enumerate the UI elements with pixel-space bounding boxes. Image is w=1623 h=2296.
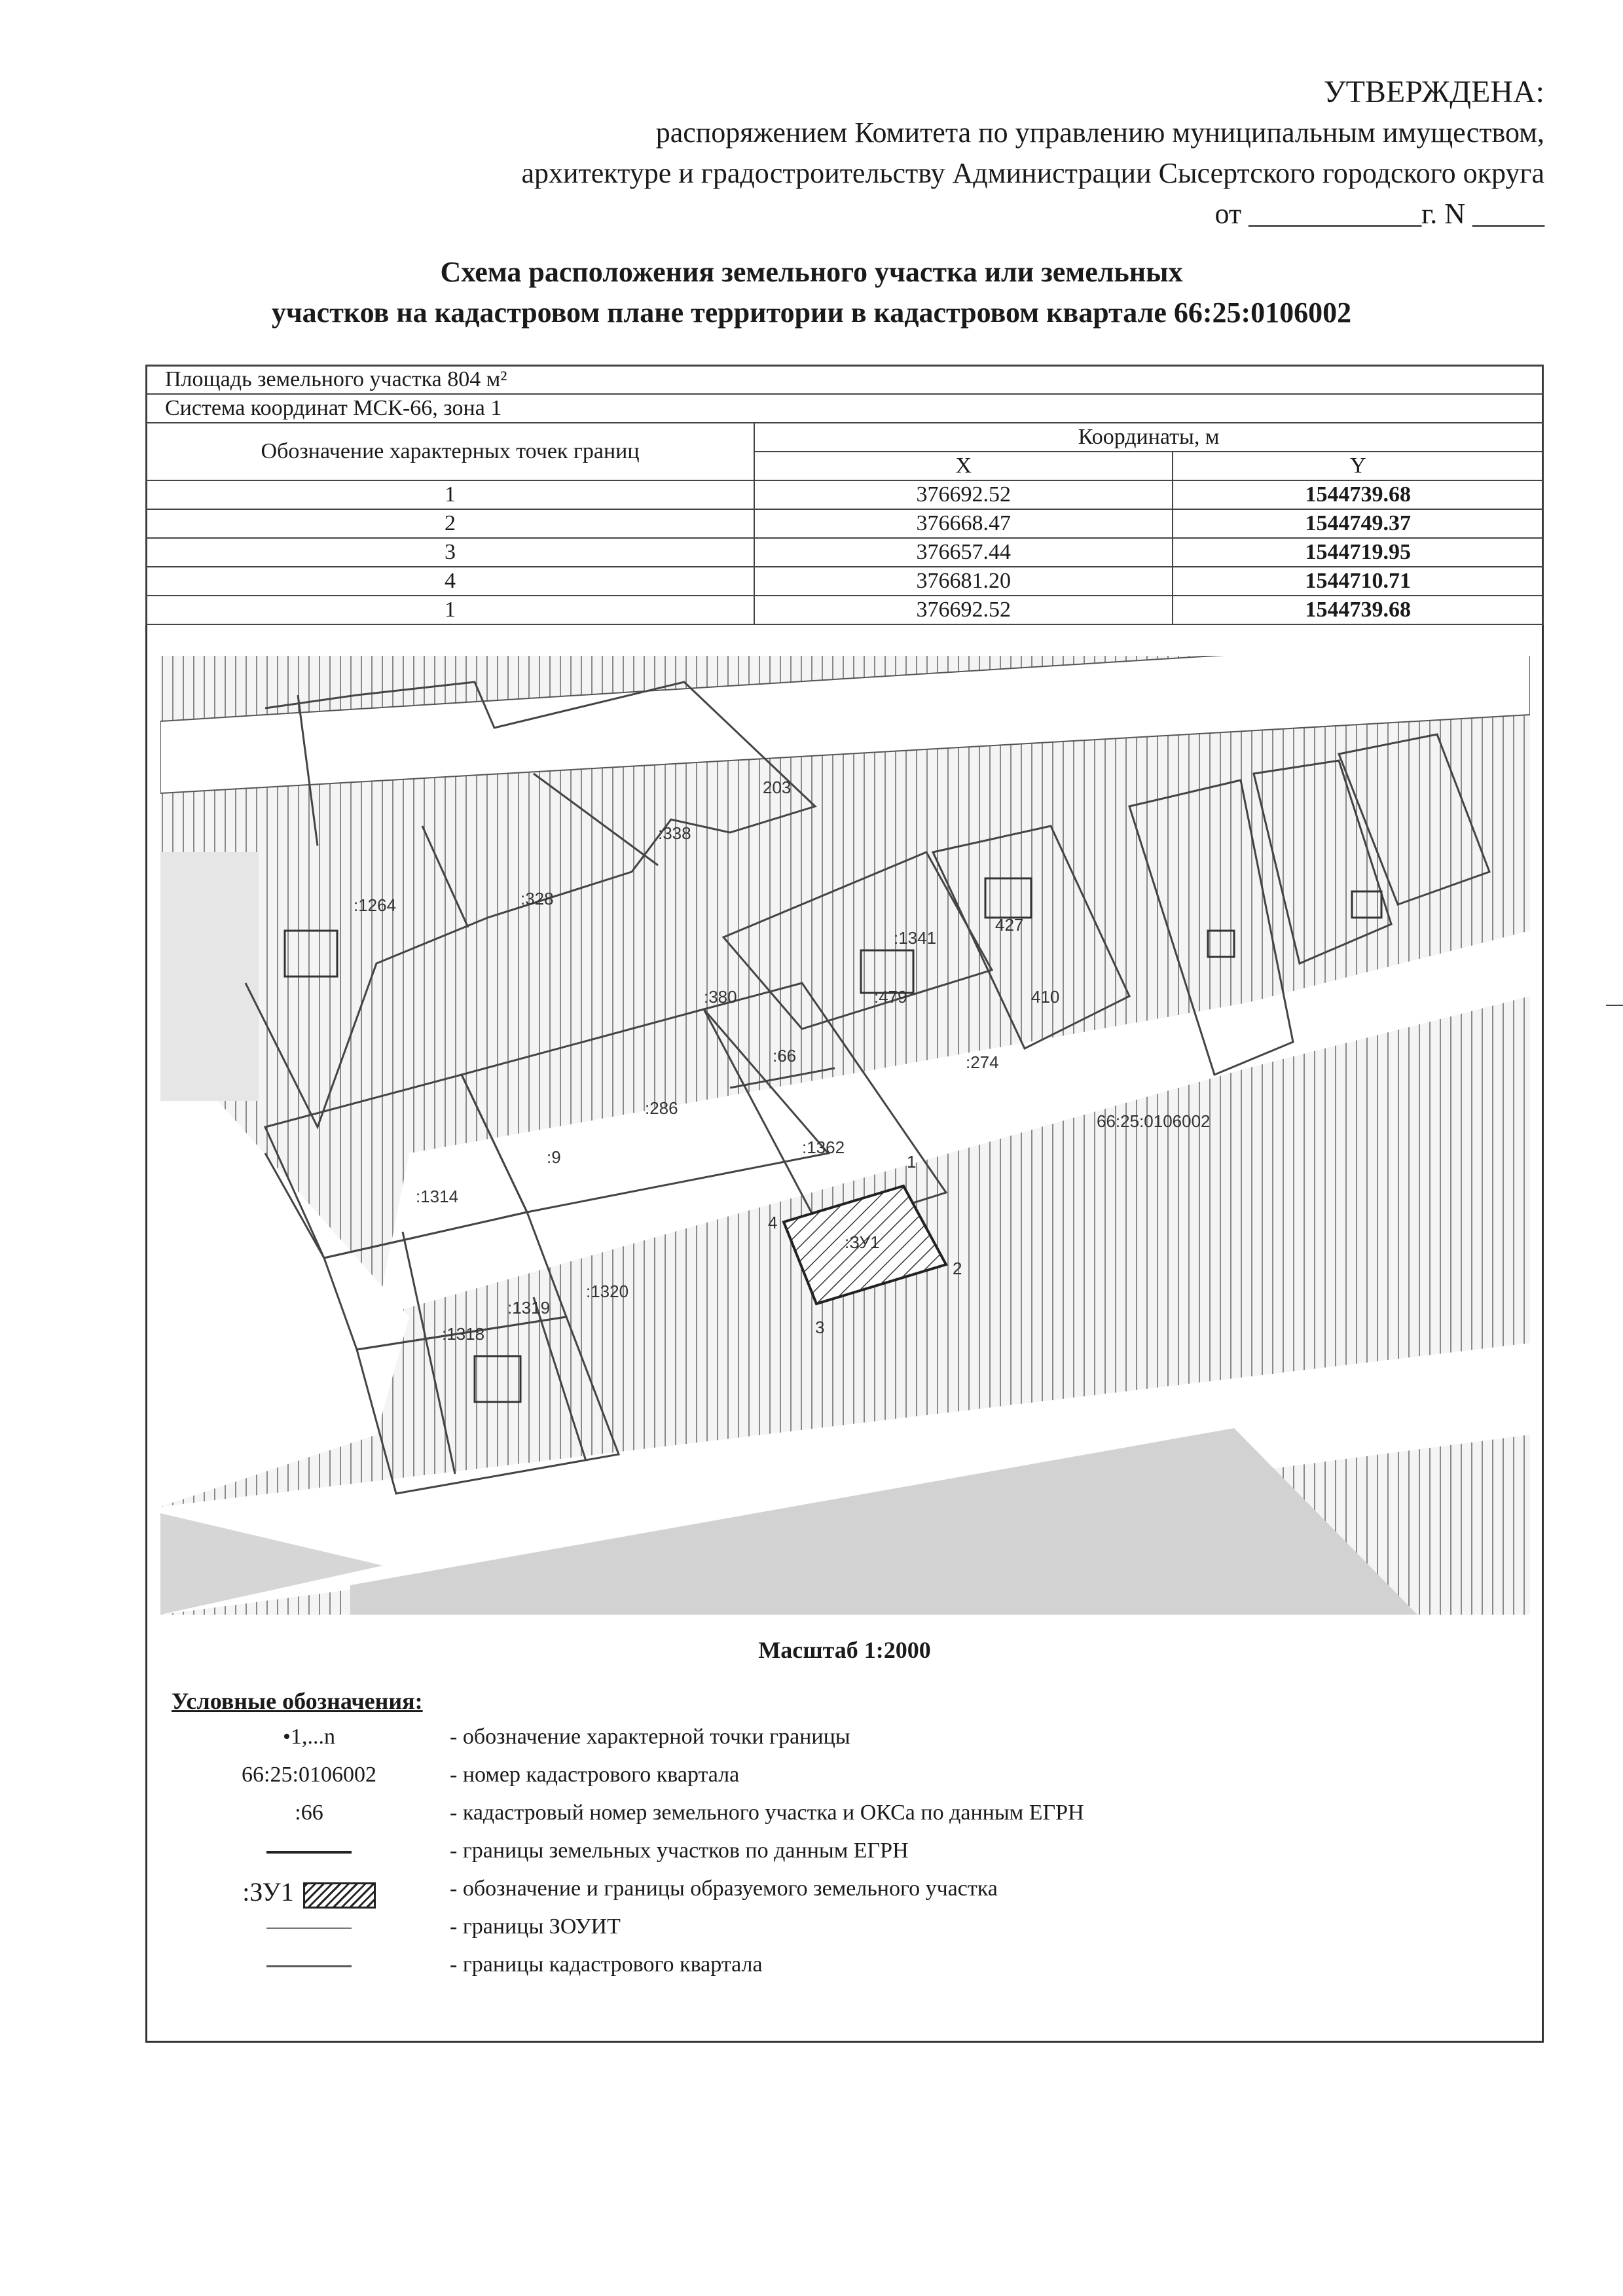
title-line-1: Схема расположения земельного участка или земельных xyxy=(440,256,1183,288)
parcel-label: :328 xyxy=(520,889,554,908)
title-line-2: участков на кадастровом плане территории в кадастровом квартале 66:25:0106002 xyxy=(271,296,1352,329)
legend-text: - обозначение характерной точки границы xyxy=(450,1725,850,1749)
parcel-label: :1319 xyxy=(507,1298,551,1318)
zouit-boundary-line-icon xyxy=(266,1922,352,1935)
parcel-label: :1264 xyxy=(354,895,397,915)
table-row xyxy=(146,480,1543,509)
x-cell: 376657.44 xyxy=(754,538,1173,567)
coordinate-system-label: Система координат МСК-66, зона 1 xyxy=(146,394,1543,423)
parcel-label: :1318 xyxy=(442,1324,485,1344)
parcel-label: :286 xyxy=(645,1098,678,1118)
header-row xyxy=(146,423,1543,452)
parcel-label: :66 xyxy=(773,1046,797,1066)
legend-item xyxy=(172,1952,1415,1990)
map-svg xyxy=(160,656,1530,1615)
table-row xyxy=(146,509,1543,538)
legend-text: - обозначение и границы образуемого земельного участка xyxy=(450,1876,998,1901)
margin-mark xyxy=(1606,1005,1623,1006)
legend-item xyxy=(172,1914,1415,1952)
legend-symbol: :66 xyxy=(295,1801,323,1825)
parcel-label: :479 xyxy=(874,987,907,1007)
table-row xyxy=(146,538,1543,567)
x-cell: 376681.20 xyxy=(754,567,1173,596)
y-cell: 1544739.68 xyxy=(1173,596,1543,624)
quarter-label: 66:25:0106002 xyxy=(1097,1111,1211,1131)
legend-symbol xyxy=(172,1876,447,1909)
table-row xyxy=(146,596,1543,624)
legend-symbol: 66:25:0106002 xyxy=(242,1763,376,1787)
parcel-label: :1314 xyxy=(416,1187,459,1206)
legend-item xyxy=(172,1763,1415,1801)
legend-symbol: •1,...n xyxy=(283,1725,335,1749)
approval-line-2: архитектуре и градостроительству Администрации Сысертского городского округа xyxy=(521,157,1544,189)
x-cell: 376668.47 xyxy=(754,509,1173,538)
legend-title: Условные обозначения: xyxy=(172,1688,423,1714)
cadastral-map xyxy=(160,656,1530,1615)
x-cell: 376692.52 xyxy=(754,596,1173,624)
point-label: 3 xyxy=(815,1318,825,1337)
parcel-label: :9 xyxy=(547,1147,561,1167)
new-parcel-symbol-text: :ЗУ1 xyxy=(242,1877,294,1907)
area-label: Площадь земельного участка 804 м² xyxy=(146,365,1543,394)
parcel-label: 203 xyxy=(763,778,792,797)
legend-item xyxy=(172,1839,1415,1876)
y-header: Y xyxy=(1173,452,1543,480)
point-cell: 3 xyxy=(146,538,754,567)
parcel-label: :1362 xyxy=(802,1138,845,1157)
legend-text: - номер кадастрового квартала xyxy=(450,1763,740,1787)
coords-header: Координаты, м xyxy=(754,423,1543,452)
point-label: 1 xyxy=(907,1152,917,1172)
quarter-boundary-line-icon xyxy=(266,1960,352,1973)
legend-line-symbol xyxy=(172,1952,447,1977)
parcel-label: :1341 xyxy=(894,928,937,948)
hatched-box-icon xyxy=(303,1882,376,1909)
legend-text: - границы ЗОУИТ xyxy=(450,1914,621,1939)
legend-line-symbol xyxy=(172,1839,447,1863)
legend-item xyxy=(172,1801,1415,1839)
parcel-label: :274 xyxy=(966,1052,999,1072)
new-parcel-label: :ЗУ1 xyxy=(845,1232,880,1252)
point-cell: 1 xyxy=(146,480,754,509)
y-cell: 1544710.71 xyxy=(1173,567,1543,596)
legend-item xyxy=(172,1725,1415,1763)
approval-block xyxy=(301,72,1544,234)
gray-strip xyxy=(160,852,259,1101)
x-cell: 376692.52 xyxy=(754,480,1173,509)
legend-text: - границы кадастрового квартала xyxy=(450,1952,763,1977)
point-cell: 2 xyxy=(146,509,754,538)
parcel-label: :338 xyxy=(658,823,691,843)
points-header: Обозначение характерных точек границ xyxy=(146,423,754,480)
area-row xyxy=(146,365,1543,394)
point-label: 4 xyxy=(768,1213,778,1232)
legend-text: - границы земельных участков по данным ЕГРН xyxy=(450,1839,909,1863)
y-cell: 1544739.68 xyxy=(1173,480,1543,509)
parcel-label: 427 xyxy=(995,915,1024,935)
point-cell: 4 xyxy=(146,567,754,596)
coordinates-table xyxy=(145,365,1544,625)
system-row xyxy=(146,394,1543,423)
point-cell: 1 xyxy=(146,596,754,624)
map-scale: Масштаб 1:2000 xyxy=(758,1637,931,1663)
legend-line-symbol xyxy=(172,1914,447,1939)
approval-line-3: от ____________г. N _____ xyxy=(1214,198,1544,230)
approval-line-1: распоряжением Комитета по управлению муниципальным имуществом, xyxy=(655,117,1544,149)
parcel-label: :1320 xyxy=(586,1282,629,1301)
parcel-label: 410 xyxy=(1031,987,1060,1007)
document-title xyxy=(65,252,1558,333)
parcel-label: :380 xyxy=(704,987,737,1007)
x-header: X xyxy=(754,452,1173,480)
table-row xyxy=(146,567,1543,596)
y-cell: 1544749.37 xyxy=(1173,509,1543,538)
y-cell: 1544719.95 xyxy=(1173,538,1543,567)
legend-text: - кадастровый номер земельного участка и ОКСа по данным ЕГРН xyxy=(450,1801,1084,1825)
parcel-boundary-line-icon xyxy=(266,1846,352,1859)
point-label: 2 xyxy=(953,1259,962,1278)
legend-item xyxy=(172,1876,1415,1914)
approval-heading: УТВЕРЖДЕНА: xyxy=(1323,75,1544,109)
